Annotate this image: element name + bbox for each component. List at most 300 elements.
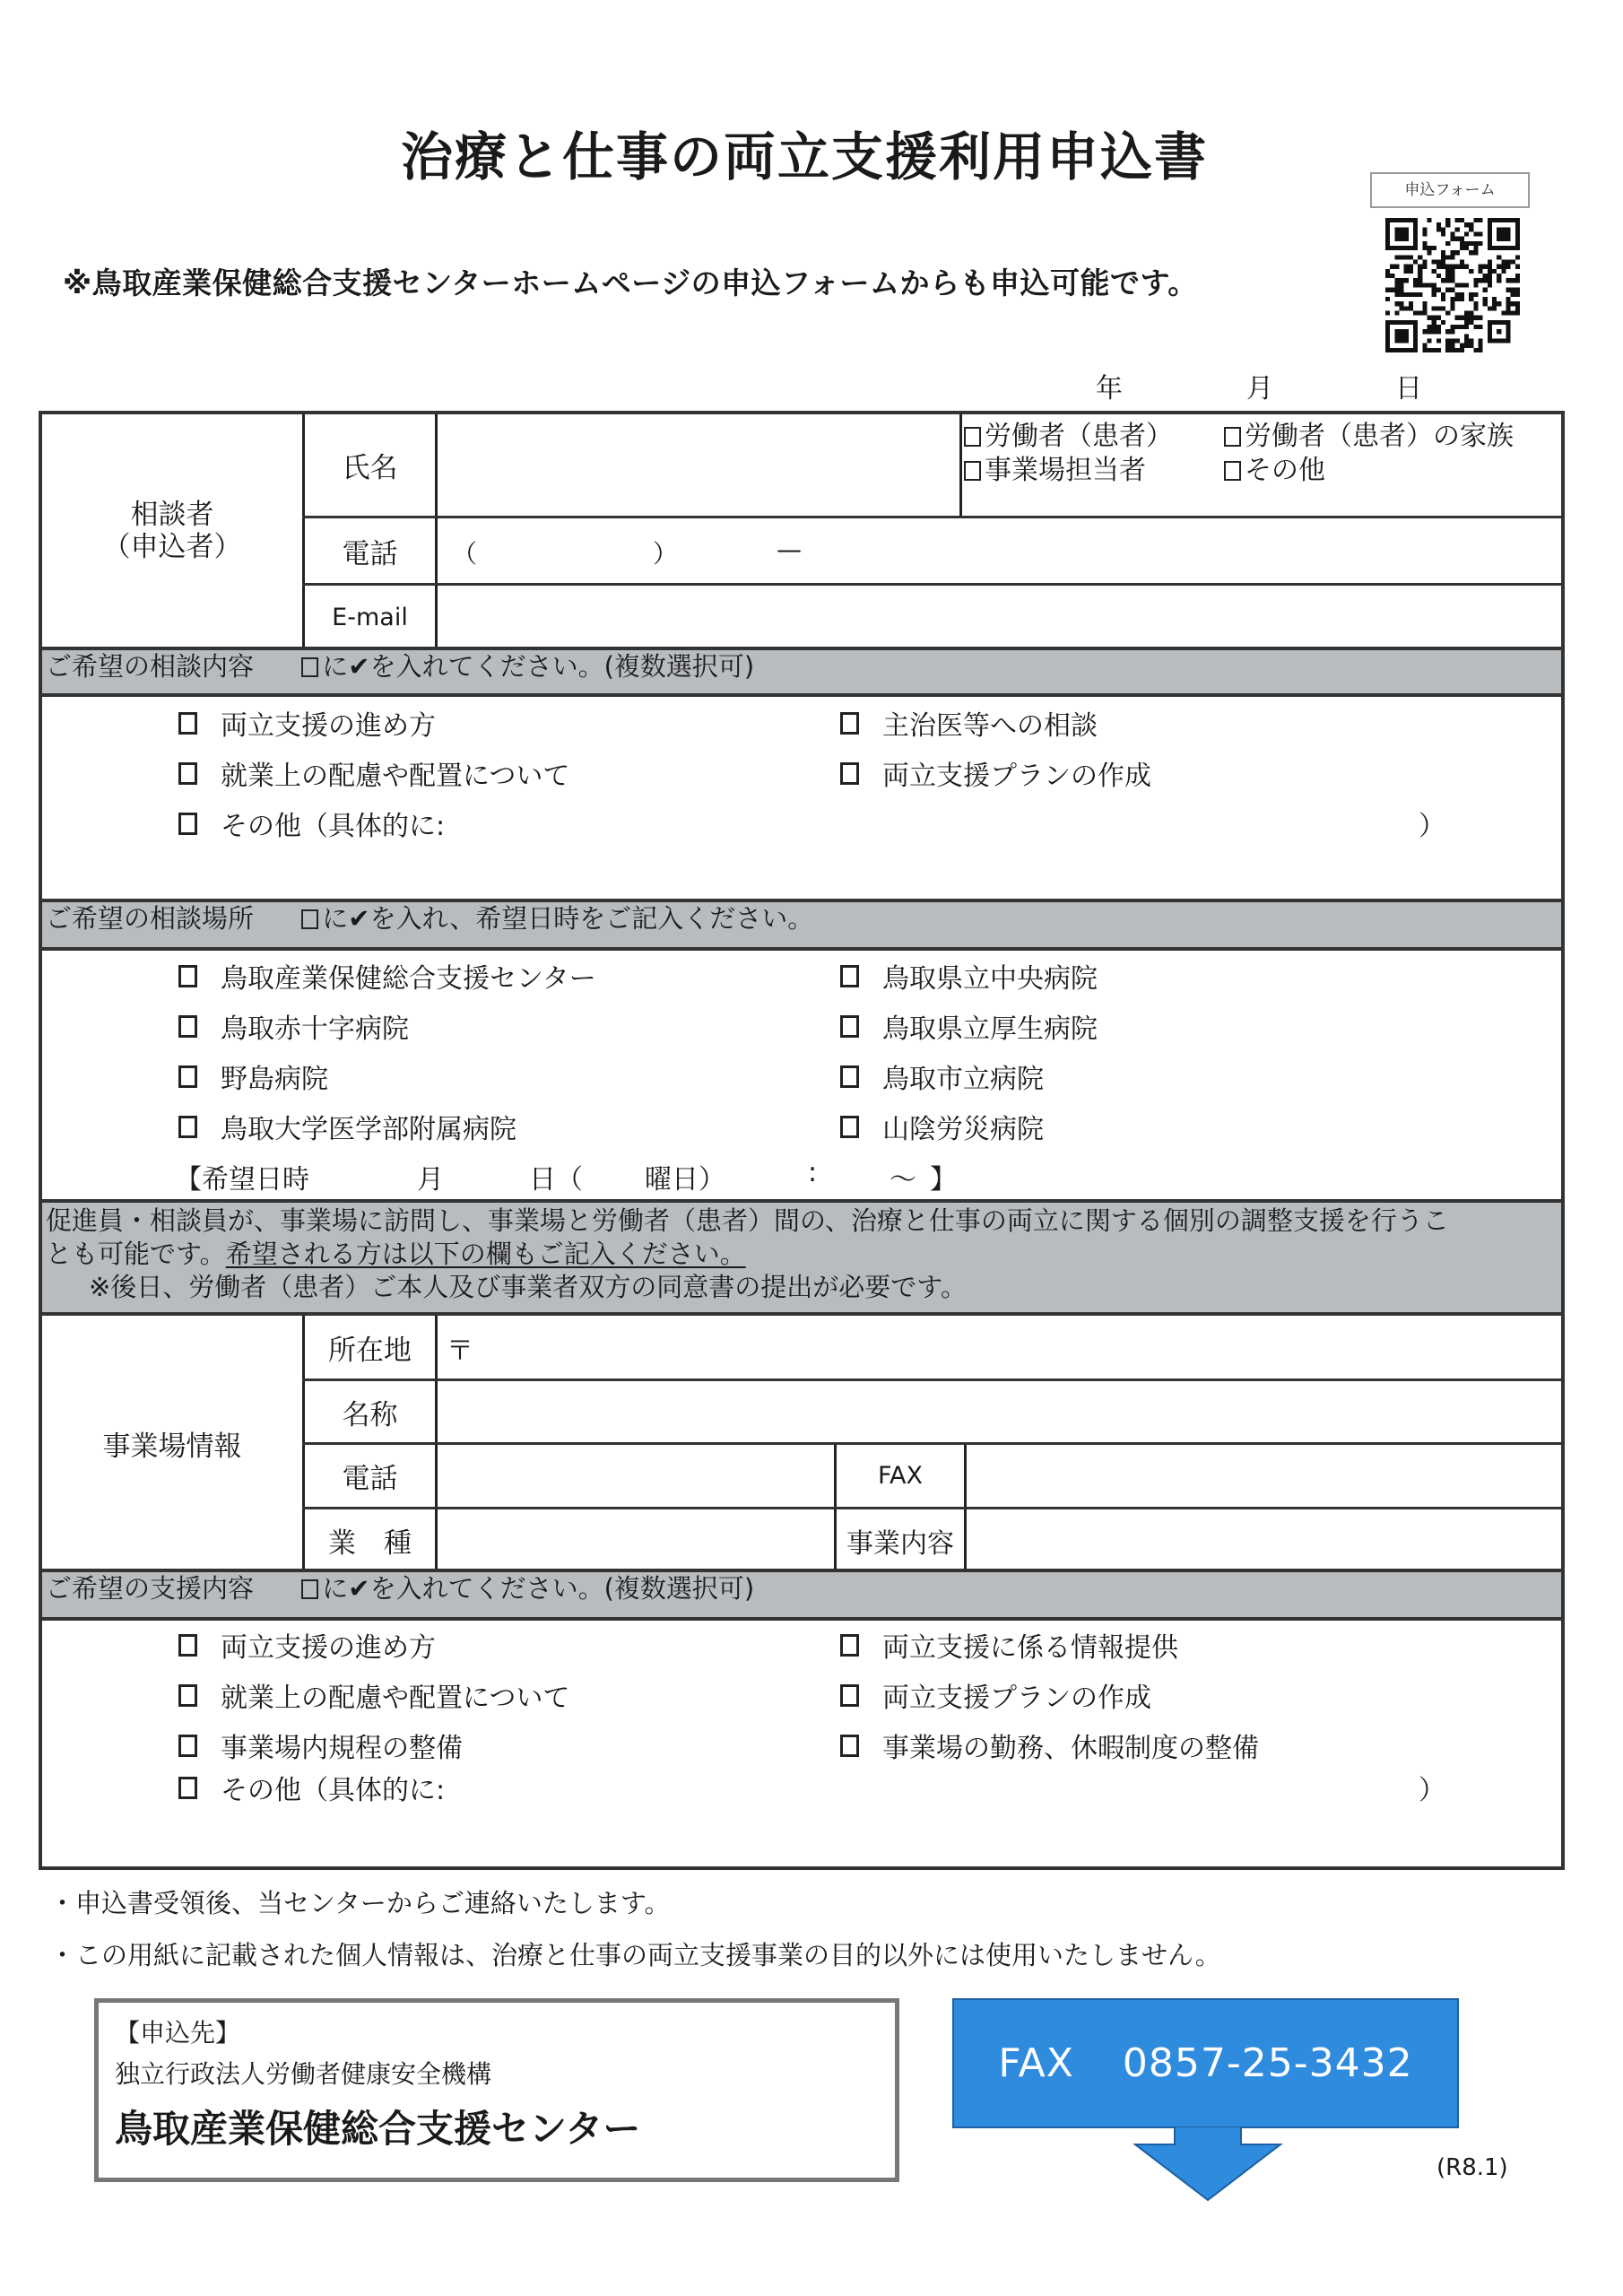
phone-field[interactable] (438, 518, 1561, 583)
qr-module (1445, 222, 1450, 227)
qr-module (1460, 316, 1464, 320)
qr-module (1400, 288, 1404, 292)
qr-module (1432, 325, 1436, 329)
datetime-day: 日（ (529, 1164, 583, 1196)
support-option[interactable] (840, 1675, 1151, 1715)
qr-module (1483, 278, 1488, 283)
qr-module (1428, 283, 1432, 287)
option-label: 鳥取県立厚生病院 (882, 1013, 1098, 1045)
option-label: 鳥取産業保健総合支援センター (221, 963, 596, 995)
qr-module (1418, 278, 1422, 283)
qr-module (1413, 278, 1418, 283)
page-title-text: 治療と仕事の両立支援利用申込書 (400, 126, 1208, 187)
option-label: 両立支援の進め方 (221, 710, 436, 742)
option-label: 両立支援プランの作成 (882, 1683, 1151, 1714)
qr-module (1432, 320, 1436, 325)
email-field[interactable] (438, 586, 1561, 649)
qr-module (1515, 265, 1520, 269)
qr-module (1488, 306, 1492, 310)
down-arrow-icon (1132, 2126, 1284, 2202)
destination-heading: 【申込先】 (115, 2018, 241, 2048)
qr-module (1436, 325, 1441, 329)
qr-module (1445, 241, 1450, 246)
workplace-fax-field[interactable] (967, 1445, 1561, 1507)
workplace-phone-label: 電話 (342, 1463, 398, 1495)
qr-module (1450, 288, 1454, 292)
support-option-other[interactable] (178, 1768, 445, 1807)
checkbox[interactable] (840, 1015, 859, 1038)
checkbox[interactable] (840, 1634, 859, 1657)
qr-module (1441, 250, 1445, 255)
qr-module (1404, 306, 1409, 310)
qr-module (1515, 292, 1520, 297)
qr-module (1413, 292, 1418, 297)
instruction-text: を入れてください。(複数選択可) (369, 651, 755, 682)
qr-module (1460, 237, 1464, 241)
qr-module (1428, 348, 1432, 352)
consent-note: ※後日、労働者（患者）ご本人及び事業者双方の同意書の提出が必要です。 (89, 1272, 967, 1303)
place-option[interactable] (178, 1006, 409, 1046)
qr-module (1432, 306, 1436, 310)
qr-module (1506, 306, 1510, 310)
checkbox[interactable] (964, 427, 981, 447)
qr-module (1455, 237, 1460, 241)
qr-module (1483, 288, 1488, 292)
qr-module (1469, 310, 1473, 315)
place-option[interactable] (178, 956, 596, 996)
company-name-label: 名称 (342, 1398, 398, 1431)
qr-module (1473, 306, 1478, 310)
other-close-paren: ） (1419, 1775, 1445, 1806)
datetime-tilde: ～ (890, 1164, 916, 1196)
section-title: ご希望の相談内容 (46, 651, 255, 682)
datetime-colon: : (808, 1157, 818, 1188)
qr-module (1404, 269, 1409, 274)
qr-module (1428, 250, 1432, 255)
qr-module (1390, 265, 1394, 269)
qr-module (1473, 241, 1478, 246)
person-type-family[interactable] (1224, 420, 1514, 454)
qr-module (1492, 301, 1497, 306)
consult-option[interactable] (840, 703, 1098, 743)
qr-module (1413, 283, 1418, 287)
qr-module (1478, 338, 1482, 343)
qr-module (1400, 292, 1404, 297)
qr-module (1492, 306, 1497, 310)
qr-module (1409, 292, 1413, 297)
qr-module (1413, 260, 1418, 265)
qr-module (1422, 348, 1427, 352)
qr-module (1473, 292, 1478, 297)
qr-module (1400, 255, 1404, 259)
checkbox[interactable] (178, 1735, 197, 1757)
qr-module (1469, 297, 1473, 301)
qr-module (1473, 246, 1478, 250)
qr-module (1436, 260, 1441, 265)
business-label: 事業内容 (846, 1527, 954, 1560)
support-option[interactable] (840, 1625, 1178, 1665)
checkmark-icon: ✔ (348, 903, 370, 934)
qr-module (1445, 338, 1450, 343)
email-label: E-mail (332, 604, 408, 631)
checkbox[interactable] (840, 1735, 859, 1757)
checkbox[interactable] (178, 965, 197, 987)
qr-module (1432, 283, 1436, 287)
qr-module (1455, 325, 1460, 329)
person-type-employer[interactable] (964, 454, 1224, 488)
qr-module (1450, 265, 1454, 269)
qr-module (1385, 310, 1390, 315)
option-label: 両立支援に係る情報提供 (882, 1632, 1178, 1664)
qr-module (1469, 338, 1473, 343)
qr-module (1501, 269, 1506, 274)
qr-module (1432, 288, 1436, 292)
option-label: 主治医等への相談 (882, 710, 1098, 742)
qr-module (1488, 283, 1492, 287)
qr-module (1501, 310, 1506, 315)
support-content-header (42, 1569, 1561, 1621)
qr-module (1455, 250, 1460, 255)
qr-module (1436, 288, 1441, 292)
qr-module (1478, 278, 1482, 283)
qr-module (1441, 278, 1445, 283)
qr-module (1441, 232, 1445, 237)
qr-code-icon[interactable] (1385, 218, 1520, 352)
qr-module (1409, 269, 1413, 274)
industry-label: 業 種 (328, 1527, 412, 1560)
qr-module (1506, 278, 1510, 283)
checkbox[interactable] (178, 1065, 197, 1088)
qr-module (1460, 246, 1464, 250)
note-contact: ・申込書受領後、当センターからご連絡いたします。 (49, 1888, 671, 1918)
qr-module (1394, 265, 1399, 269)
consult-option-other[interactable] (178, 804, 445, 843)
qr-module (1515, 255, 1520, 259)
qr-module (1450, 344, 1454, 348)
qr-module (1515, 288, 1520, 292)
checkbox[interactable] (1224, 427, 1241, 447)
qr-module (1400, 283, 1404, 287)
support-option[interactable] (178, 1675, 569, 1715)
qr-module (1469, 344, 1473, 348)
qr-module (1445, 348, 1450, 352)
qr-module (1436, 348, 1441, 352)
qr-module (1394, 301, 1399, 306)
qr-module (1445, 278, 1450, 283)
qr-module (1464, 283, 1469, 287)
qr-module (1409, 306, 1413, 310)
qr-module (1473, 301, 1478, 306)
qr-module (1478, 232, 1482, 237)
qr-module (1450, 237, 1454, 241)
option-label: 事業場の勤務、休暇制度の整備 (882, 1733, 1259, 1764)
qr-module (1460, 325, 1464, 329)
phone-paren-close: ） (653, 539, 679, 569)
qr-module (1469, 269, 1473, 274)
qr-module (1473, 316, 1478, 320)
company-name-field[interactable] (438, 1381, 1561, 1442)
qr-module (1497, 274, 1501, 278)
support-option[interactable] (178, 1726, 463, 1765)
qr-module (1394, 288, 1399, 292)
revision-label: (R8.1) (1436, 2154, 1508, 2181)
checkbox[interactable] (1224, 461, 1241, 481)
fax-label: FAX (877, 1462, 924, 1490)
qr-module (1428, 325, 1432, 329)
qr-module (1450, 274, 1454, 278)
destination-box (94, 1998, 899, 2182)
qr-module (1436, 227, 1441, 231)
instruction-text: に (322, 903, 349, 934)
qr-module (1404, 265, 1409, 269)
qr-module (1450, 255, 1454, 259)
qr-module (1445, 255, 1450, 259)
option-label: 就業上の配慮や配置について (221, 1683, 570, 1714)
person-type-group (964, 420, 1556, 488)
qr-module (1469, 292, 1473, 297)
qr-module (1445, 265, 1450, 269)
qr-module (1385, 274, 1390, 278)
qr-module (1418, 255, 1422, 259)
qr-module (1441, 292, 1445, 297)
postal-mark-icon: 〒 (447, 1335, 473, 1367)
applicant-section-label (42, 414, 302, 649)
workplace-phone-field[interactable] (438, 1445, 834, 1507)
support-option[interactable] (840, 1726, 1259, 1765)
qr-module (1422, 310, 1427, 315)
person-type-other[interactable] (1224, 454, 1325, 488)
place-option[interactable] (840, 1107, 1044, 1146)
fax-box (952, 1998, 1459, 2128)
checkbox[interactable] (178, 1684, 197, 1707)
fax-label: FAX (998, 2040, 1074, 2086)
qr-module (1450, 250, 1454, 255)
qr-module (1473, 250, 1478, 255)
qr-module (1460, 344, 1464, 348)
option-label: 両立支援プランの作成 (882, 761, 1151, 792)
option-label: 山陰労災病院 (882, 1114, 1044, 1145)
qr-module (1394, 255, 1399, 259)
qr-module (1455, 338, 1460, 343)
qr-module (1422, 241, 1427, 246)
qr-module (1483, 301, 1488, 306)
checkbox[interactable] (178, 813, 197, 835)
option-label: 就業上の配慮や配置について (221, 761, 570, 792)
place-option[interactable] (840, 956, 1098, 996)
qr-module (1428, 329, 1432, 334)
checkbox[interactable] (840, 1065, 859, 1088)
qr-module (1422, 283, 1427, 287)
visit-notice-line1: 促進員・相談員が、事業場に訪問し、事業場と労働者（患者）間の、治療と仕事の両立に関する個別の調整支援を行うこ (46, 1205, 1449, 1236)
fax-number[interactable]: 0857-25-3432 (1122, 2040, 1413, 2086)
qr-module (1450, 306, 1454, 310)
qr-module (1394, 283, 1399, 287)
qr-module (1400, 306, 1404, 310)
qr-module (1422, 227, 1427, 231)
qr-module (1418, 274, 1422, 278)
checkbox[interactable] (178, 1634, 197, 1657)
checkbox[interactable] (840, 1684, 859, 1707)
qr-module (1436, 338, 1441, 343)
qr-module (1445, 288, 1450, 292)
qr-module (1515, 306, 1520, 310)
qr-module (1506, 260, 1510, 265)
qr-module (1488, 260, 1492, 265)
section-title: ご希望の支援内容 (46, 1573, 255, 1604)
qr-module (1441, 265, 1445, 269)
qr-module (1422, 306, 1427, 310)
online-form-note: ※鳥取産業保健総合支援センターホームページの申込フォームからも申込可能です。 (63, 265, 1198, 300)
qr-module (1450, 297, 1454, 301)
place-option[interactable] (840, 1006, 1098, 1046)
option-label: 事業場内規程の整備 (221, 1733, 463, 1764)
qr-module (1515, 278, 1520, 283)
checkbox[interactable] (840, 1116, 859, 1138)
qr-module (1432, 348, 1436, 352)
name-label: 氏名 (342, 452, 398, 484)
qr-module (1473, 232, 1478, 237)
checkbox[interactable] (840, 965, 859, 987)
industry-field[interactable] (438, 1509, 834, 1571)
address-field[interactable] (438, 1316, 1561, 1378)
qr-module (1478, 269, 1482, 274)
date-day: 日 (1395, 373, 1422, 404)
qr-module (1469, 227, 1473, 231)
place-option[interactable] (178, 1107, 516, 1146)
place-option[interactable] (178, 1057, 328, 1096)
checkbox[interactable] (840, 762, 859, 785)
qr-module (1478, 344, 1482, 348)
qr-module (1460, 265, 1464, 269)
option-label: 事業場担当者 (985, 455, 1146, 486)
qr-module (1464, 320, 1469, 325)
business-field[interactable] (967, 1509, 1561, 1571)
qr-module (1455, 292, 1460, 297)
qr-module (1488, 265, 1492, 269)
qr-module (1473, 348, 1478, 352)
date-year: 年 (1096, 373, 1123, 404)
checkmark-icon: ✔ (348, 651, 370, 682)
checkbox[interactable] (840, 712, 859, 735)
qr-module (1385, 269, 1390, 274)
checkbox[interactable] (178, 762, 197, 785)
qr-module (1418, 283, 1422, 287)
qr-module (1455, 316, 1460, 320)
qr-module (1497, 255, 1501, 259)
qr-module (1455, 297, 1460, 301)
qr-module (1497, 278, 1501, 283)
qr-module (1511, 260, 1515, 265)
qr-module (1385, 297, 1390, 301)
qr-module (1460, 260, 1464, 265)
qr-module (1450, 338, 1454, 343)
option-label: その他（具体的に: (221, 1775, 446, 1806)
qr-module (1409, 301, 1413, 306)
phone-paren-open: （ (452, 539, 478, 569)
option-label: 鳥取赤十字病院 (221, 1013, 409, 1045)
qr-module (1400, 301, 1404, 306)
qr-module (1441, 306, 1445, 310)
instruction-text: を入れてください。(複数選択可) (369, 1573, 755, 1604)
person-type-worker[interactable] (964, 420, 1224, 454)
qr-module (1511, 288, 1515, 292)
qr-module (1469, 241, 1473, 246)
qr-module (1501, 260, 1506, 265)
qr-module (1385, 288, 1390, 292)
qr-module (1450, 329, 1454, 334)
qr-module (1441, 297, 1445, 301)
qr-module (1464, 232, 1469, 237)
support-option[interactable] (178, 1625, 436, 1665)
checkbox[interactable] (178, 1777, 197, 1799)
qr-module (1422, 246, 1427, 250)
qr-module (1394, 310, 1399, 315)
qr-module (1511, 278, 1515, 283)
qr-module (1428, 338, 1432, 343)
qr-module (1473, 325, 1478, 329)
qr-module (1409, 265, 1413, 269)
qr-module (1460, 297, 1464, 301)
qr-module (1432, 316, 1436, 320)
datetime-month: 月 (417, 1164, 444, 1196)
qr-module (1400, 278, 1404, 283)
checkbox[interactable] (178, 1015, 197, 1038)
qr-module (1445, 344, 1450, 348)
option-label: 両立支援の進め方 (221, 1632, 436, 1664)
qr-module (1515, 310, 1520, 315)
qr-module (1506, 288, 1510, 292)
qr-module (1464, 222, 1469, 227)
qr-module (1478, 218, 1482, 222)
consult-option[interactable] (178, 753, 569, 793)
date-month: 月 (1246, 373, 1273, 404)
qr-module (1473, 278, 1478, 283)
qr-module (1445, 269, 1450, 274)
phone-dash: — (777, 535, 802, 564)
qr-module (1488, 274, 1492, 278)
qr-module (1409, 255, 1413, 259)
qr-module (1450, 348, 1454, 352)
qr-module (1428, 316, 1432, 320)
qr-module (1441, 320, 1445, 325)
instruction-text: に (322, 651, 349, 682)
datetime-close: 】 (930, 1164, 957, 1196)
qr-module (1469, 316, 1473, 320)
option-label: 鳥取県立中央病院 (882, 963, 1098, 995)
qr-module (1445, 218, 1450, 222)
checkbox[interactable] (178, 712, 197, 735)
qr-module (1441, 255, 1445, 259)
checkbox[interactable] (964, 461, 981, 481)
qr-module (1404, 255, 1409, 259)
consult-option[interactable] (178, 703, 436, 743)
qr-module (1464, 316, 1469, 320)
qr-module (1394, 292, 1399, 297)
name-field[interactable] (438, 414, 959, 516)
qr-module (1418, 265, 1422, 269)
desired-datetime[interactable] (175, 1157, 957, 1196)
consult-option[interactable] (840, 753, 1151, 793)
qr-module (1432, 292, 1436, 297)
qr-module (1483, 265, 1488, 269)
qr-module (1422, 329, 1427, 334)
qr-label: 申込フォーム (1370, 172, 1530, 208)
qr-module (1460, 218, 1464, 222)
checkbox[interactable] (178, 1116, 197, 1138)
place-option[interactable] (840, 1057, 1044, 1096)
qr-module (1464, 325, 1469, 329)
qr-module (1455, 218, 1460, 222)
